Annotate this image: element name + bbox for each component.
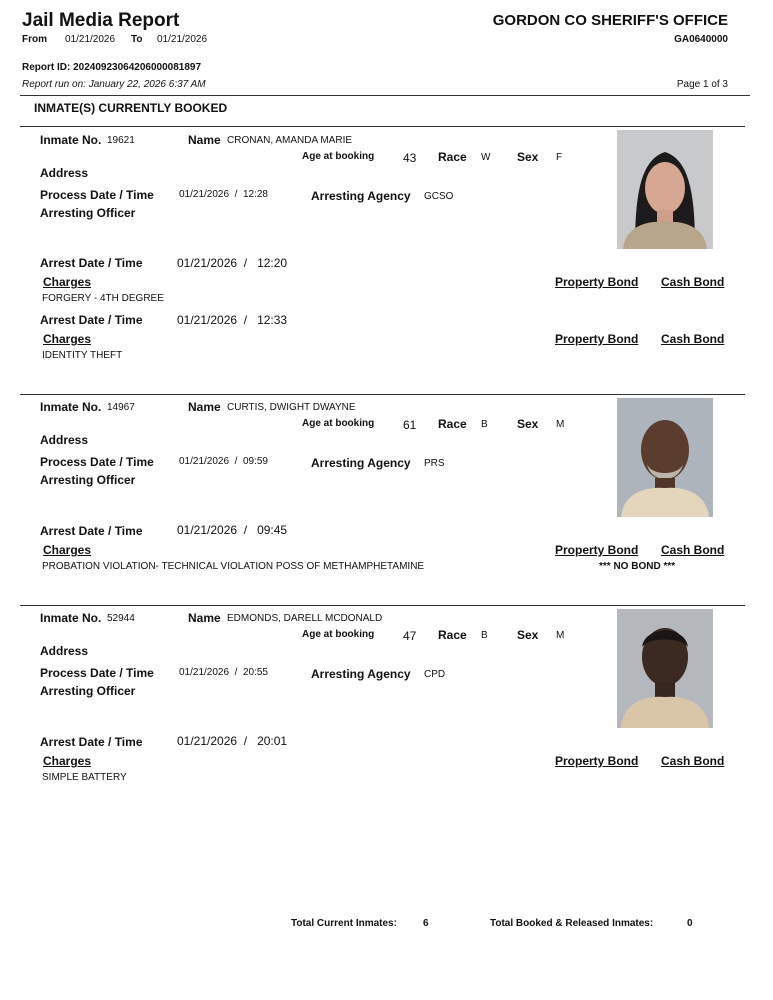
age-label: Age at booking	[302, 629, 375, 640]
arrest-label: Arrest Date / Time	[40, 256, 143, 270]
age-label: Age at booking	[302, 418, 375, 429]
property-bond-label: Property Bond	[555, 754, 639, 768]
arrest-label: Arrest Date / Time	[40, 524, 143, 538]
total-current-label: Total Current Inmates:	[291, 918, 397, 929]
property-bond-label: Property Bond	[555, 543, 639, 557]
property-bond-label: Property Bond	[555, 332, 639, 346]
inmate-name: CURTIS, DWIGHT DWAYNE	[227, 402, 356, 413]
agency-name: GORDON CO SHERIFF'S OFFICE	[492, 12, 728, 29]
process-date: 01/21/2026 / 09:59	[179, 456, 268, 467]
arresting-agency: CPD	[424, 669, 446, 680]
arrest-datetime: 01/21/2026 / 12:33	[177, 313, 288, 327]
mugshot-photo	[617, 398, 713, 517]
agency-label: Arresting Agency	[311, 189, 411, 203]
cash-bond-label: Cash Bond	[661, 543, 725, 557]
inmate-sex: F	[556, 152, 563, 163]
section-divider	[20, 126, 745, 127]
name-label: Name	[188, 133, 221, 147]
charges-label: Charges	[43, 275, 92, 289]
to-label: To	[131, 34, 143, 45]
mugshot-photo	[617, 609, 713, 728]
record-divider	[20, 605, 745, 606]
agency-label: Arresting Agency	[311, 667, 411, 681]
process-date: 01/21/2026 / 20:55	[179, 667, 268, 678]
total-released-label: Total Booked & Released Inmates:	[490, 918, 654, 929]
officer-label: Arresting Officer	[40, 684, 136, 698]
sex-label: Sex	[517, 417, 539, 431]
race-label: Race	[438, 150, 467, 164]
inmate-age: 61	[403, 418, 417, 432]
record-divider	[20, 394, 745, 395]
sex-label: Sex	[517, 628, 539, 642]
arrest-datetime: 01/21/2026 / 20:01	[177, 734, 288, 748]
arrest-label: Arrest Date / Time	[40, 313, 143, 327]
agency-code: GA0640000	[674, 34, 728, 45]
race-label: Race	[438, 417, 467, 431]
age-label: Age at booking	[302, 151, 375, 162]
officer-label: Arresting Officer	[40, 473, 136, 487]
from-label: From	[22, 34, 47, 45]
address-label: Address	[40, 644, 89, 658]
inmate-sex: M	[556, 630, 565, 641]
inmate-race: W	[481, 152, 491, 163]
arresting-agency: GCSO	[424, 191, 454, 202]
charges-label: Charges	[43, 543, 92, 557]
charge-text: FORGERY - 4TH DEGREE	[42, 293, 164, 304]
officer-label: Arresting Officer	[40, 206, 136, 220]
inmate-no-label: Inmate No.	[40, 400, 102, 414]
inmate-sex: M	[556, 419, 565, 430]
no-bond-note: *** NO BOND ***	[599, 561, 676, 572]
report-title: Jail Media Report	[22, 10, 180, 31]
agency-label: Arresting Agency	[311, 456, 411, 470]
process-label: Process Date / Time	[40, 666, 154, 680]
total-current-value: 6	[423, 918, 429, 929]
total-released-value: 0	[687, 918, 693, 929]
name-label: Name	[188, 400, 221, 414]
arresting-agency: PRS	[424, 458, 445, 469]
cash-bond-label: Cash Bond	[661, 332, 725, 346]
inmate-race: B	[481, 630, 488, 641]
cash-bond-label: Cash Bond	[661, 754, 725, 768]
address-label: Address	[40, 433, 89, 447]
arrest-datetime: 01/21/2026 / 12:20	[177, 256, 288, 270]
inmate-no: 14967	[107, 402, 135, 413]
charges-label: Charges	[43, 754, 92, 768]
inmate-age: 43	[403, 151, 417, 165]
arrest-label: Arrest Date / Time	[40, 735, 143, 749]
charge-text: SIMPLE BATTERY	[42, 772, 127, 783]
property-bond-label: Property Bond	[555, 275, 639, 289]
page-number: Page 1 of 3	[676, 79, 728, 90]
charges-label: Charges	[43, 332, 92, 346]
name-label: Name	[188, 611, 221, 625]
section-title: INMATE(S) CURRENTLY BOOKED	[34, 101, 228, 115]
inmate-no-label: Inmate No.	[40, 611, 102, 625]
from-date: 01/21/2026	[65, 34, 116, 45]
inmate-no: 52944	[107, 613, 135, 624]
report-id: Report ID: 20240923064206000081897	[22, 62, 202, 73]
arrest-datetime: 01/21/2026 / 09:45	[177, 523, 288, 537]
inmate-race: B	[481, 419, 488, 430]
process-label: Process Date / Time	[40, 188, 154, 202]
cash-bond-label: Cash Bond	[661, 275, 725, 289]
charge-text: IDENTITY THEFT	[42, 350, 123, 361]
to-date: 01/21/2026	[157, 34, 208, 45]
process-date: 01/21/2026 / 12:28	[179, 189, 268, 200]
inmate-name: CRONAN, AMANDA MARIE	[227, 135, 353, 146]
address-label: Address	[40, 166, 89, 180]
inmate-no: 19621	[107, 135, 135, 146]
process-label: Process Date / Time	[40, 455, 154, 469]
header-divider	[20, 95, 750, 96]
sex-label: Sex	[517, 150, 539, 164]
inmate-no-label: Inmate No.	[40, 133, 102, 147]
inmate-age: 47	[403, 629, 417, 643]
race-label: Race	[438, 628, 467, 642]
mugshot-photo	[617, 130, 713, 249]
charge-text: PROBATION VIOLATION- TECHNICAL VIOLATION POSS OF METHAMPHETAMINE	[42, 561, 425, 572]
report-run-on: Report run on: January 22, 2026 6:37 AM	[22, 79, 206, 90]
inmate-name: EDMONDS, DARELL MCDONALD	[227, 613, 383, 624]
